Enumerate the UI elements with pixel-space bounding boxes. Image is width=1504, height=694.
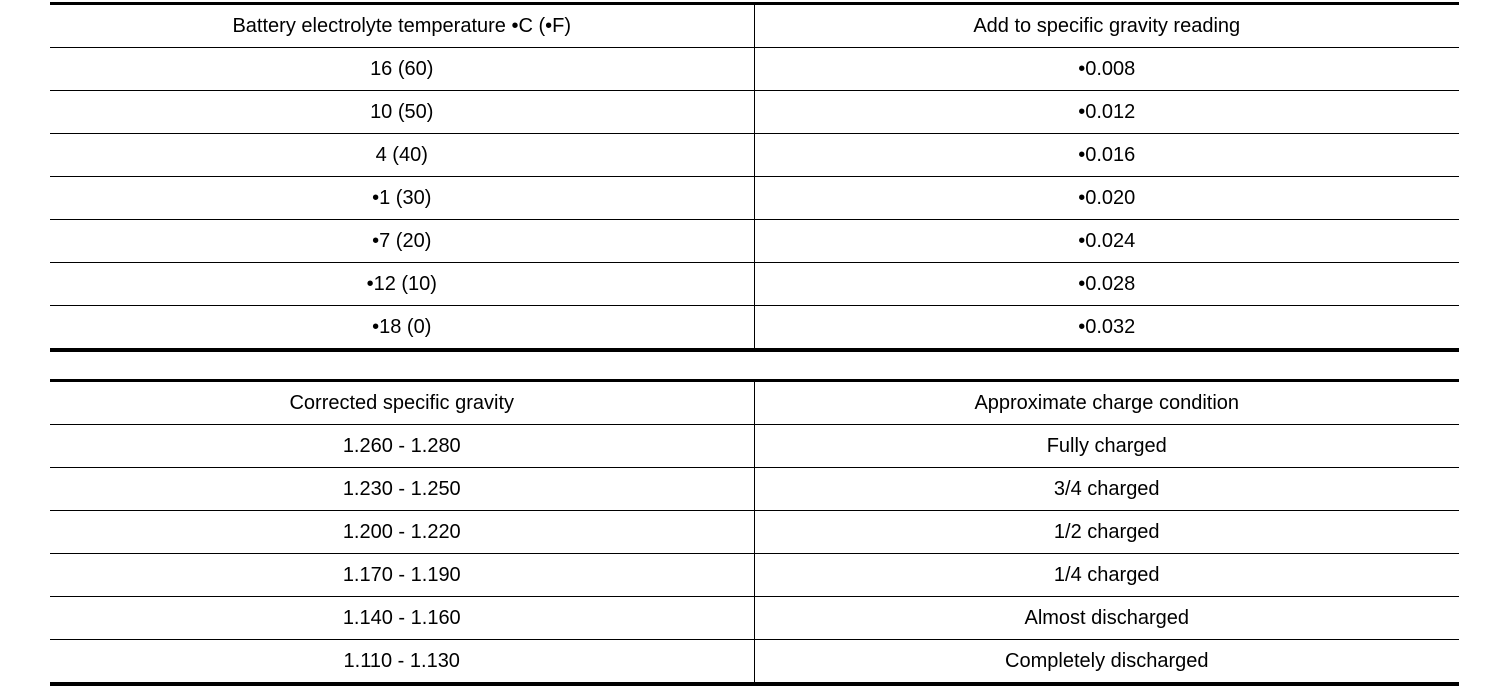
temperature-cell: •18 (0) (50, 306, 754, 351)
header-electrolyte-temperature: Battery electrolyte temperature •C (•F) (50, 4, 754, 48)
header-corrected-gravity: Corrected specific gravity (50, 381, 754, 425)
correction-cell: •0.008 (754, 48, 1459, 91)
table-row (50, 134, 1459, 177)
table-row (50, 554, 1459, 597)
temperature-cell: 4 (40) (50, 134, 754, 177)
table-row (50, 220, 1459, 263)
header-add-to-gravity: Add to specific gravity reading (754, 4, 1459, 48)
charge-condition-cell: Almost discharged (754, 597, 1459, 640)
table-row (50, 640, 1459, 685)
charge-condition-cell: 1/4 charged (754, 554, 1459, 597)
correction-cell: •0.032 (1078, 316, 1136, 338)
charge-condition-cell: 3/4 charged (754, 468, 1459, 511)
correction-cell: •0.012 (754, 91, 1459, 134)
table-row (50, 48, 1459, 91)
header-charge-condition: Approximate charge condition (754, 381, 1459, 425)
temperature-cell: 16 (60) (50, 48, 754, 91)
temperature-cell: 10 (50) (50, 91, 754, 134)
gravity-range-cell: 1.230 - 1.250 (50, 468, 754, 511)
temperature-cell: •12 (10) (50, 263, 754, 306)
gravity-range-cell: 1.140 - 1.160 (50, 597, 754, 640)
table-row (50, 597, 1459, 640)
table-header-row (50, 4, 1459, 48)
temperature-correction-table (50, 2, 1459, 352)
temperature-cell: •1 (30) (50, 177, 754, 220)
charge-condition-cell: 1/2 charged (754, 511, 1459, 554)
charge-condition-cell: Completely discharged (1005, 650, 1209, 672)
gravity-range-cell: 1.260 - 1.280 (50, 425, 754, 468)
table-row (50, 468, 1459, 511)
table-row (50, 91, 1459, 134)
correction-cell: •0.020 (754, 177, 1459, 220)
table-row (50, 177, 1459, 220)
table-row (50, 263, 1459, 306)
correction-cell: •0.024 (754, 220, 1459, 263)
table-row (50, 425, 1459, 468)
gravity-range-cell: 1.200 - 1.220 (50, 511, 754, 554)
gravity-range-cell: 1.170 - 1.190 (50, 554, 754, 597)
table-header-row (50, 381, 1459, 425)
charge-condition-cell: Fully charged (754, 425, 1459, 468)
temperature-cell: •7 (20) (50, 220, 754, 263)
charge-condition-table (50, 379, 1459, 686)
table-row (50, 511, 1459, 554)
correction-cell: •0.028 (754, 263, 1459, 306)
correction-cell: •0.016 (754, 134, 1459, 177)
table-row (50, 306, 1459, 351)
gravity-range-cell: 1.110 - 1.130 (50, 640, 754, 685)
